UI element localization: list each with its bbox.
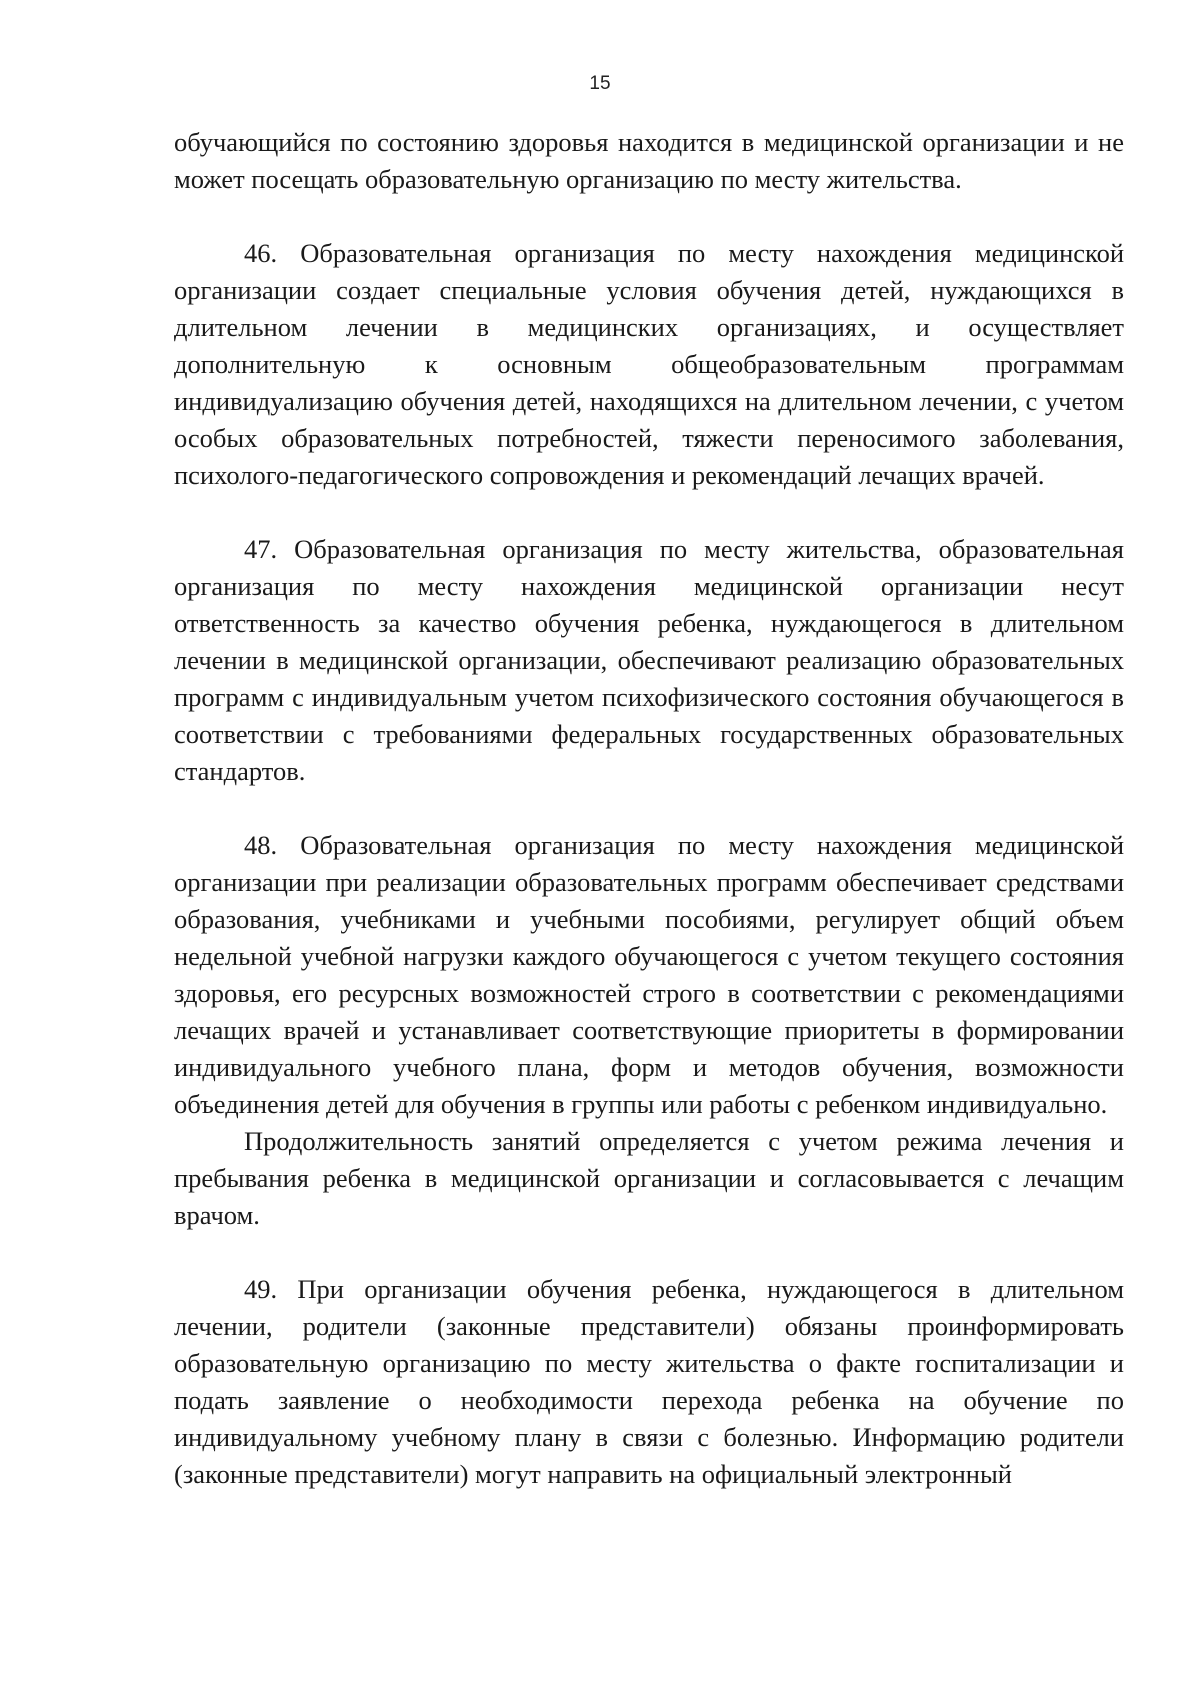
paragraph-46: 46. Образовательная организация по месту нахождения медицинской организации создает специальные условия обучения детей, нуждающихся в длительном лечении в медицинских организациях, и осуществляет дополнительную к основным общеобразовательным программам индивидуализацию обучения детей, находящихся на длительном лечении, с учетом особых образовательных потребностей, тяжести переносимого заболевания, психолого-педагогического сопровождения и рекомендаций лечащих врачей.	[174, 238, 1124, 490]
paragraph-49: 49. При организации обучения ребенка, нуждающегося в длительном лечении, родители (законные представители) обязаны проинформировать образовательную организацию по месту жительства о факте госпитализации и подать заявление о необходимости перехода ребенка на обучение по индивидуальному учебному плану в связи с болезнью. Информацию родители (законные представители) могут направить на официальный электронный	[174, 1274, 1124, 1489]
document-body	[174, 124, 1124, 1493]
paragraph-continuation: обучающийся по состоянию здоровья находится в медицинской организации и не может посещать образовательную организацию по месту жительства.	[174, 127, 1124, 194]
paragraph-48-duration: Продолжительность занятий определяется с учетом режима лечения и пребывания ребенка в медицинской организации и согласовывается с лечащим врачом.	[174, 1126, 1124, 1230]
paragraph-48: 48. Образовательная организация по месту нахождения медицинской организации при реализации образовательных программ обеспечивает средствами образования, учебниками и учебными пособиями, регулирует общий объем недельной учебной нагрузки каждого обучающегося с учетом текущего состояния здоровья, его ресурсных возможностей строго в соответствии с рекомендациями лечащих врачей и устанавливает соответствующие приоритеты в формировании индивидуального учебного плана, форм и методов обучения, возможности объединения детей для обучения в группы или работы с ребенком индивидуально.	[174, 830, 1124, 1119]
paragraph-47: 47. Образовательная организация по месту жительства, образовательная организация по месту нахождения медицинской организации несут ответственность за качество обучения ребенка, нуждающегося в длительном лечении в медицинской организации, обеспечивают реализацию образовательных программ с индивидуальным учетом психофизического состояния обучающегося в соответствии с требованиями федеральных государственных образовательных стандартов.	[174, 534, 1124, 786]
page-number: 15	[589, 73, 611, 94]
